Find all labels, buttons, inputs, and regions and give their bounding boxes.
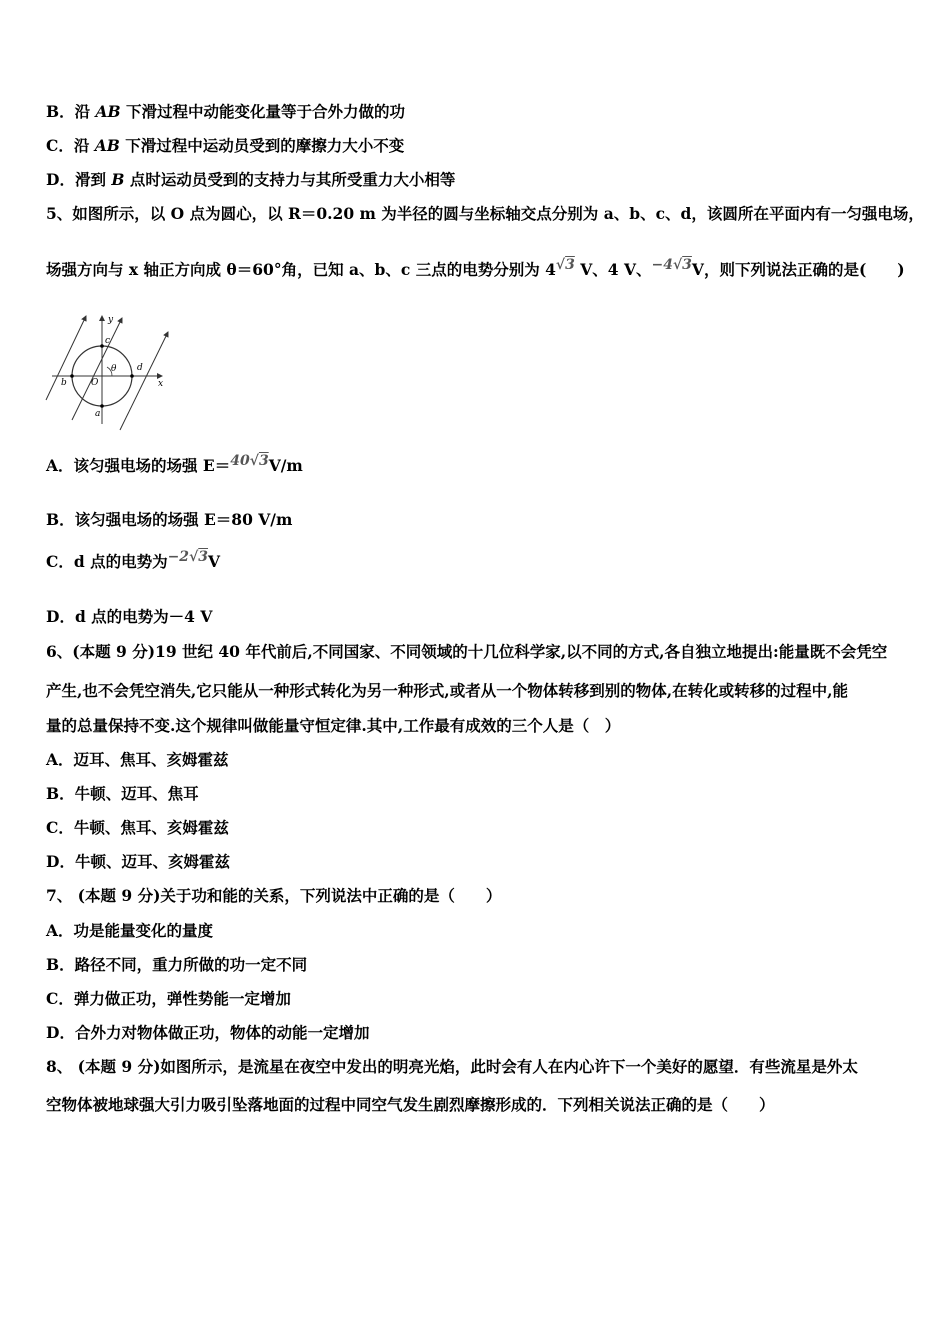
q5-figure xyxy=(44,312,174,432)
point-c xyxy=(100,344,104,348)
q6-option-a: A．迈耳、焦耳、亥姆霍兹 xyxy=(46,750,229,769)
forty-sqrt3-expression: 40√3 xyxy=(230,453,269,469)
q8-stem-line2: 空物体被地球强大引力吸引坠落地面的过程中同空气发生剧烈摩擦形成的．下列相关说法正确的是（ ） xyxy=(46,1095,775,1114)
q5-stem-line2: 场强方向与 x 轴正方向成 θ＝60°角，已知 a、b、c 三点的电势分别为 4√3 V、4 V、−4√3V，则下列说法正确的是( ) xyxy=(46,257,905,279)
point-d xyxy=(130,374,134,378)
q6-stem-line3: 量的总量保持不变.这个规律叫做能量守恒定律.其中,工作最有成效的三个人是（ ） xyxy=(46,716,621,735)
q6-option-c: C．牛顿、焦耳、亥姆霍兹 xyxy=(46,818,229,837)
q8-stem-line1: 8、 (本题 9 分)如图所示，是流星在夜空中发出的明亮光焰，此时会有人在内心许下一个美好的愿望．有些流星是外太 xyxy=(46,1057,858,1076)
q5-option-b: B．该匀强电场的场强 E＝80 V/m xyxy=(46,510,293,529)
label-b: b xyxy=(61,378,67,388)
label-c: c xyxy=(105,336,111,346)
q6-stem-line1: 6、(本题 9 分)19 世纪 40 年代前后,不同国家、不同领域的十几位科学家,以不同的方式,各自独立地提出:能量既不会凭空 xyxy=(46,642,888,661)
q7-option-c: C．弹力做正功，弹性势能一定增加 xyxy=(46,989,291,1008)
q4-option-b: B．沿 AB 下滑过程中动能变化量等于合外力做的功 xyxy=(46,102,406,121)
label-x: x xyxy=(158,379,164,389)
q7-option-d: D．合外力对物体做正功，物体的动能一定增加 xyxy=(46,1023,370,1042)
neg4-sqrt3-expression: −4√3 xyxy=(651,257,692,273)
point-a xyxy=(100,404,104,408)
sqrt3-expression: √3 xyxy=(555,257,575,273)
q6-option-b: B．牛顿、迈耳、焦耳 xyxy=(46,784,199,803)
q5-option-c: C．d 点的电势为−2√3V xyxy=(46,549,221,571)
q5-option-d: D．d 点的电势为－4 V xyxy=(46,607,213,626)
q6-stem-line2: 产生,也不会凭空消失,它只能从一种形式转化为另一种形式,或者从一个物体转移到别的物体,在转化或转移的过程中,能 xyxy=(46,681,848,700)
q5-option-a: A．该匀强电场的场强 E＝40√3V/m xyxy=(46,453,303,475)
point-b xyxy=(70,374,74,378)
label-theta: θ xyxy=(111,364,117,374)
q4-option-c: C．沿 AB 下滑过程中运动员受到的摩擦力大小不变 xyxy=(46,136,405,155)
q4-option-d: D．滑到 B 点时运动员受到的支持力与其所受重力大小相等 xyxy=(46,170,456,189)
label-y: y xyxy=(108,315,114,325)
label-o: O xyxy=(91,378,99,388)
neg2-sqrt3-expression: −2√3 xyxy=(167,549,209,565)
q7-option-b: B．路径不同，重力所做的功一定不同 xyxy=(46,955,308,974)
q5-stem-line1: 5、如图所示，以 O 点为圆心，以 R＝0.20 m 为半径的圆与坐标轴交点分别为 a、b、c、d，该圆所在平面内有一匀强电场， xyxy=(46,204,924,223)
q7-stem: 7、 (本题 9 分)关于功和能的关系，下列说法中正确的是（ ） xyxy=(46,886,502,905)
label-d: d xyxy=(137,363,143,373)
q7-option-a: A．功是能量变化的量度 xyxy=(46,921,214,940)
q6-option-d: D．牛顿、迈耳、亥姆霍兹 xyxy=(46,852,230,871)
label-a: a xyxy=(95,409,101,419)
